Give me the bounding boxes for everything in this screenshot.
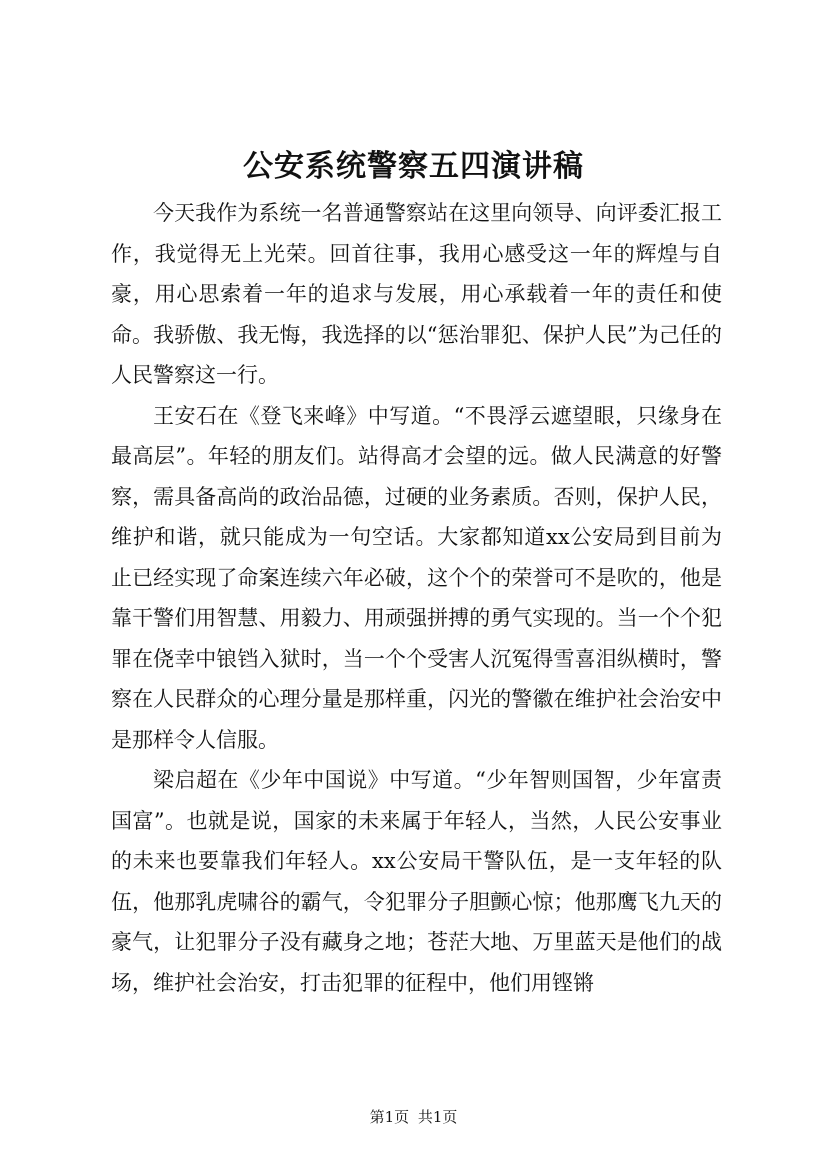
document-body: [111, 193, 722, 1003]
paragraph-2: 王安石在《登飞来峰》中写道。“不畏浮云遮望眼，只缘身在最高层”。年轻的朋友们。站得高才会望的远。做人民满意的好警察，需具备高尚的政治品德，过硬的业务素质。否则，保护人民，维护和谐，就只能成为一句空话。大家都知道xx公安局到目前为止已经实现了命案连续六年必破，这个个的荣誉可不是吹的，他是靠干警们用智慧、用毅力、用顽强拼搏的勇气实现的。当一个个犯罪在侥幸中锒铛入狱时，当一个个受害人沉冤得雪喜泪纵横时，警察在人民群众的心理分量是那样重，闪光的警徽在维护社会治安中是那样令人信服。: [111, 403, 722, 752]
page-footer: [0, 1107, 827, 1127]
document-title: 公安系统警察五四演讲稿: [243, 149, 584, 184]
page-number: 第1页: [369, 1108, 410, 1126]
paragraph-1: 今天我作为系统一名普通警察站在这里向领导、向评委汇报工作，我觉得无上光荣。回首往事，我用心感受这一年的辉煌与自豪，用心思索着一年的追求与发展，用心承载着一年的责任和使命。我骄傲、我无悔，我选择的以“惩治罪犯、保护人民”为己任的人民警察这一行。: [111, 201, 722, 387]
paragraph-3: 梁启超在《少年中国说》中写道。“少年智则国智，少年富责国富”。也就是说，国家的未来属于年轻人，当然，人民公安事业的未来也要靠我们年轻人。xx公安局干警队伍，是一支年轻的队伍，他那乳虎啸谷的霸气，令犯罪分子胆颤心惊；他那鹰飞九天的豪气，让犯罪分子没有藏身之地；苍茫大地、万里蓝天是他们的战场，维护社会治安，打击犯罪的征程中，他们用铿锵: [111, 768, 722, 995]
page-total: 共1页: [417, 1108, 458, 1126]
